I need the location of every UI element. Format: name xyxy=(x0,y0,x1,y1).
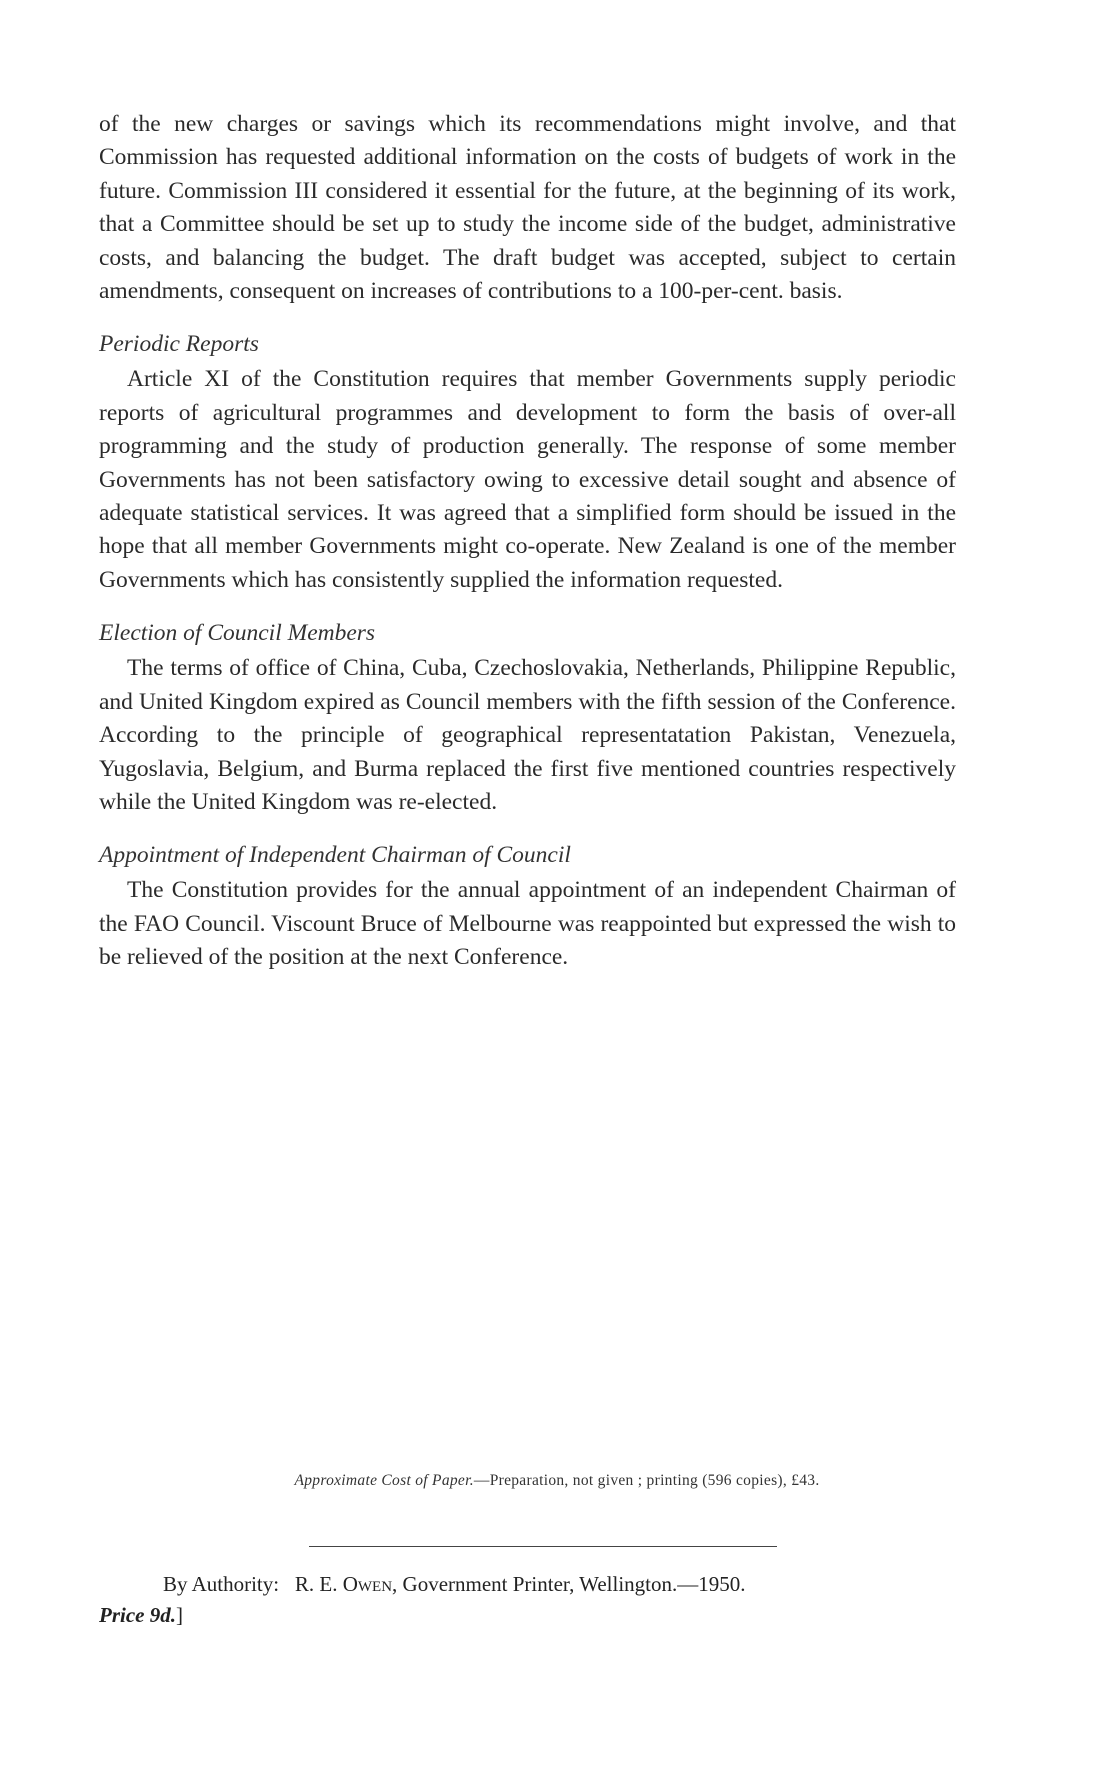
section-heading-periodic-reports: Periodic Reports xyxy=(99,331,259,358)
section-heading-election-council-members: Election of Council Members xyxy=(99,620,376,647)
price-line xyxy=(99,1601,183,1629)
price-label: Price xyxy=(99,1603,145,1627)
printer-surname: Owen xyxy=(342,1572,393,1596)
section-body-election-council-members: The terms of office of China, Cuba, Czechoslovakia, Netherlands, Philippine Republic, and United Kingdom expired as Council members with the fifth session of the Conference. According to the principle of geographical representatation Pakistan, Venezuela, Yugoslavia, Belgium, and Burma replaced the first five mentioned countries respectively while the United Kingdom was re-elected. xyxy=(99,655,956,815)
section-body-periodic-reports: Article XI of the Constitution requires that member Governments supply periodic reports of agricultural programmes and development to form the basis of over-all programming and the study of production generally. The response of some member Governments has not been satisfactory owing to excessive detail sought and absence of adequate statistical services. It was agreed that a simplified form should be issued in the hope that all member Governments might co-operate. New Zealand is one of the member Governments which has consistently supplied the information requested. xyxy=(99,366,956,593)
printer-rest: , Government Printer, Wellington.—1950. xyxy=(392,1572,746,1596)
cost-label: Approximate Cost of Paper. xyxy=(294,1472,474,1489)
price-bracket: ] xyxy=(175,1603,183,1627)
document-page xyxy=(99,108,956,975)
printer-authority-line xyxy=(163,1570,745,1598)
section-heading-appointment-chairman: Appointment of Independent Chairman of Council xyxy=(99,842,571,869)
cost-of-paper-note xyxy=(0,1472,1114,1490)
footer-rule xyxy=(309,1546,777,1547)
price-value: 9d. xyxy=(149,1603,176,1627)
section-body-appointment-chairman: The Constitution provides for the annual appointment of an independent Chairman of the FAO Council. Viscount Bruce of Melbourne was reappointed but expressed the wish to be relieved of the position at the next Conference. xyxy=(99,877,956,971)
intro-paragraph: of the new charges or savings which its recommendations might involve, and that Commission has requested additional information on the costs of budgets of work in the future. Commission III considered it essential for the future, at the beginning of its work, that a Committee should be set up to study the income side of the budget, administrative costs, and balancing the budget. The draft budget was accepted, subject to certain amendments, consequent on increases of contributions to a 100-per-cent. basis. xyxy=(99,111,956,305)
authority-prefix: By Authority: xyxy=(163,1572,280,1596)
cost-detail: —Preparation, not given ; printing (596 copies), £43. xyxy=(473,1472,820,1489)
printer-initials: R. E. xyxy=(294,1572,338,1596)
